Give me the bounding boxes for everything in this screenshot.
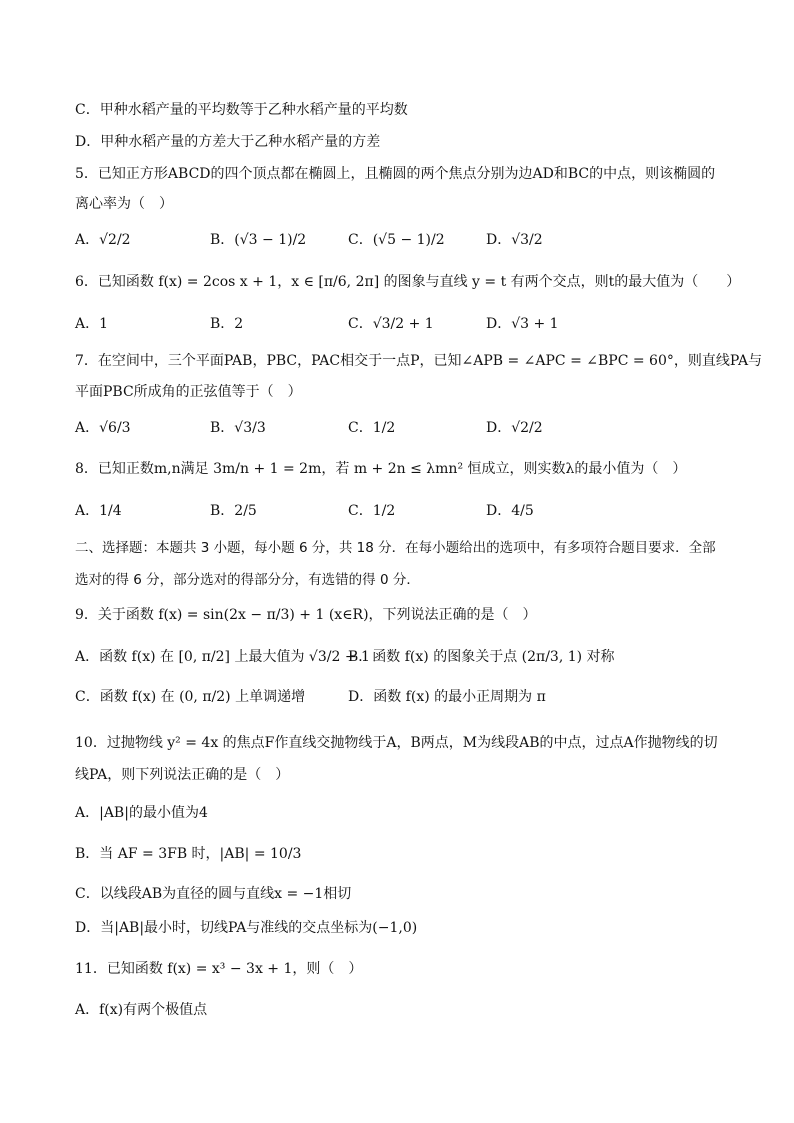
q6-option-c: C．√3/2 + 1 [348,316,434,332]
q5-option-b: B．(√3 − 1)/2 [210,232,307,248]
q5-option-c: C．(√5 − 1)/2 [348,232,445,248]
q10-option-a: A．|AB|的最小值为4 [75,805,208,821]
q6-option-d: D．√3 + 1 [486,316,559,332]
q7-option-b: B．√3/3 [210,420,266,436]
q7-stem-line2: 平面PBC所成角的正弦值等于（ ） [75,384,302,400]
q9-option-b: B．函数 f(x) 的图象关于点 (2π/3, 1) 对称 [348,649,615,665]
q9-option-d: D．函数 f(x) 的最小正周期为 π [348,689,546,705]
q7-option-a: A．√6/3 [75,420,131,436]
q6-option-b: B．2 [210,316,244,332]
q8-option-b: B．2/5 [210,503,257,519]
q8-option-d: D．4/5 [486,503,534,519]
q8-option-c: C．1/2 [348,503,396,519]
q8-option-a: A．1/4 [75,503,122,519]
q10-option-b: B．当 AF = 3FB 时，|AB| = 10/3 [75,846,302,862]
q11-option-a: A．f(x)有两个极值点 [75,1002,208,1018]
q5-option-a: A．√2/2 [75,232,131,248]
q4-option-d: D．甲种水稻产量的方差大于乙种水稻产量的方差 [75,134,381,150]
q5-option-d: D．√3/2 [486,232,543,248]
q11-stem: 11．已知函数 f(x) = x³ − 3x + 1，则（ ） [75,961,363,977]
q7-option-c: C．1/2 [348,420,396,436]
q9-stem: 9．关于函数 f(x) = sin(2x − π/3) + 1 (x∈R)，下列说法正确的是（ ） [75,607,537,623]
q5-stem-line1: 5．已知正方形ABCD的四个顶点都在椭圆上，且椭圆的两个焦点分别为边AD和BC的中点，则该椭圆的 [75,166,716,182]
section-2-header-line2: 选对的得 6 分，部分选对的得部分分，有选错的得 0 分． [75,572,420,588]
q7-option-d: D．√2/2 [486,420,543,436]
q9-option-a: A．函数 f(x) 在 [0, π/2] 上最大值为 √3/2 + 1 [75,649,370,665]
q6-stem: 6．已知函数 f(x) = 2cos x + 1，x ∈ [π/6, 2π] 的图象与直线 y = t 有两个交点，则t的最大值为（ ） [75,274,741,290]
q4-option-c: C．甲种水稻产量的平均数等于乙种水稻产量的平均数 [75,102,408,118]
q10-stem-line2: 线PA，则下列说法正确的是（ ） [75,767,290,783]
q9-option-c: C．函数 f(x) 在 (0, π/2) 上单调递增 [75,689,306,705]
q10-option-d: D．当|AB|最小时，切线PA与准线的交点坐标为(−1,0) [75,920,418,936]
q10-stem-line1: 10．过抛物线 y² = 4x 的焦点F作直线交抛物线于A，B两点，M为线段AB的中点，过点A作抛物线的切 [75,735,718,751]
q6-option-a: A．1 [75,316,109,332]
q5-stem-line2: 离心率为（ ） [75,196,173,212]
section-2-header-line1: 二、选择题：本题共 3 小题，每小题 6 分，共 18 分．在每小题给出的选项中，有多项符合题目要求．全部 [75,540,716,556]
q10-option-c: C．以线段AB为直径的圆与直线x = −1相切 [75,886,352,902]
q7-stem-line1: 7．在空间中，三个平面PAB，PBC，PAC相交于一点P，已知∠APB = ∠APC = ∠BPC = 60°，则直线PA与 [75,353,763,369]
q8-stem: 8．已知正数m,n满足 3m/n + 1 = 2m，若 m + 2n ≤ λmn² 恒成立，则实数λ的最小值为（ ） [75,461,687,477]
